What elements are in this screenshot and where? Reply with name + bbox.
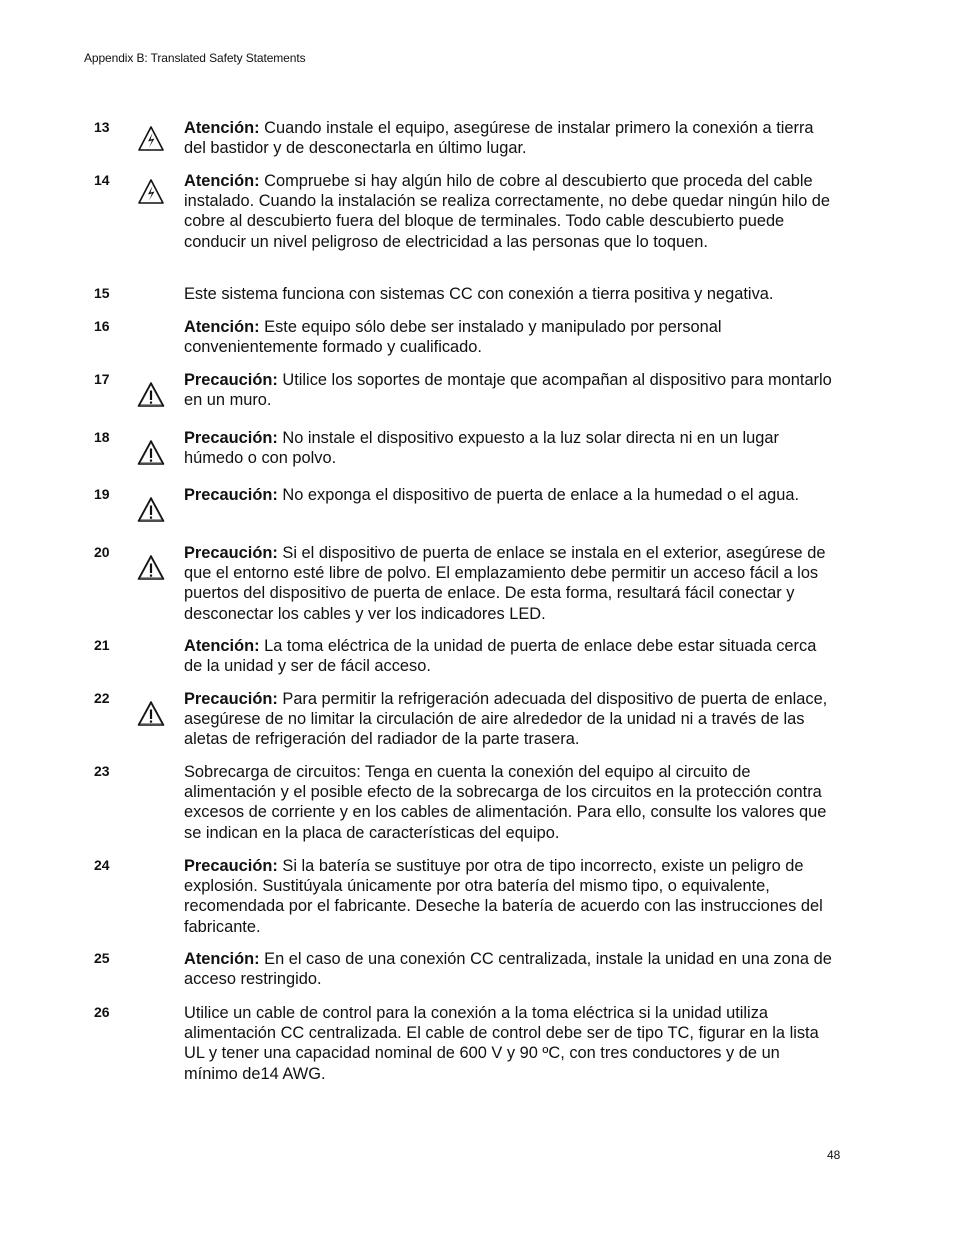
statement-text: [184, 118, 834, 158]
statement-text: [184, 485, 834, 505]
statement-label: Atención:: [184, 950, 260, 968]
statement-number: 16: [94, 318, 110, 334]
caution-icon: [136, 495, 166, 525]
statement-label: Atención:: [184, 318, 260, 336]
statement-body: No exponga el dispositivo de puerta de enlace a la humedad o el agua.: [277, 486, 800, 504]
statement-body: Utilice los soportes de montaje que acompañan al dispositivo para montarlo en un muro.: [184, 371, 832, 410]
statement-body: Compruebe si hay algún hilo de cobre al descubierto que proceda del cable instalado. Cuando la instalación se realiza correctamente, no debe quedar ningún hilo de cobre al descubierto fuera del bloque de terminales. Todo cable descubierto puede conducir un nivel peligroso de electricidad a las personas que lo toquen.: [184, 172, 831, 251]
statement-body: Sobrecarga de circuitos: Tenga en cuenta la conexión del equipo al circuito de alimentación y el posible efecto de la sobrecarga de los circuitos en la protección contra excesos de corriente y en los cables de alimentación. Para ello, consulte los valores que se indican en la placa de características del equipo.: [184, 763, 827, 842]
statement-body: No instale el dispositivo expuesto a la luz solar directa ni en un lugar húmedo o con polvo.: [184, 429, 779, 468]
caution-icon: [136, 699, 166, 729]
statement-text: [184, 1003, 834, 1084]
statement-label: Precaución:: [184, 544, 278, 562]
statement-text: [184, 284, 834, 304]
statement-number: 20: [94, 544, 110, 560]
statement-label: Atención:: [184, 119, 260, 137]
statement-body: Si el dispositivo de puerta de enlace se instala en el exterior, asegúrese de que el entorno esté libre de polvo. El emplazamiento debe permitir un acceso fácil a los puertos del dispositivo de puerta de enlace. De esta forma, resultará fácil conectar y desconectar los cables y ver los indicadores LED.: [184, 544, 826, 623]
statement-number: 21: [94, 637, 110, 653]
page-number: 48: [827, 1148, 841, 1162]
statement-number: 22: [94, 690, 110, 706]
statement-body: Este sistema funciona con sistemas CC con conexión a tierra positiva y negativa.: [184, 285, 774, 303]
statement-text: [184, 856, 834, 937]
page-header: Appendix B: Translated Safety Statements: [84, 51, 306, 65]
statement-body: Para permitir la refrigeración adecuada del dispositivo de puerta de enlace, asegúrese de no limitar la circulación de aire alrededor de la unidad ni a través de las aletas de refrigeración del radiador de la parte trasera.: [184, 690, 828, 749]
statement-text: [184, 949, 834, 989]
statement-body: En el caso de una conexión CC centralizada, instale la unidad en una zona de acceso restringido.: [184, 950, 832, 989]
statement-number: 24: [94, 857, 110, 873]
caution-icon: [136, 553, 166, 583]
statement-number: 25: [94, 950, 110, 966]
statement-number: 18: [94, 429, 110, 445]
statement-label: Precaución:: [184, 690, 278, 708]
statement-label: Precaución:: [184, 857, 278, 875]
statement-text: [184, 762, 834, 843]
statement-text: [184, 317, 834, 357]
statement-body: Si la batería se sustituye por otra de tipo incorrecto, existe un peligro de explosión. Sustitúyala únicamente por otra batería del mismo tipo, o equivalente, recomendada por el fabricante. Deseche la batería de acuerdo con las instrucciones del fabricante.: [184, 857, 823, 936]
caution-icon: [136, 438, 166, 468]
statement-text: [184, 543, 834, 624]
statement-label: Precaución:: [184, 371, 278, 389]
statement-body: Este equipo sólo debe ser instalado y manipulado por personal convenientemente formado y cualificado.: [184, 318, 722, 357]
statement-body: Utilice un cable de control para la conexión a la toma eléctrica si la unidad utiliza alimentación CC centralizada. El cable de control debe ser de tipo TC, figurar en la lista UL y tener una capacidad nominal de 600 V y 90 ºC, con tres conductores y de un mínimo de14 AWG.: [184, 1004, 819, 1083]
statement-number: 14: [94, 172, 110, 188]
statement-text: [184, 636, 834, 676]
statement-label: Atención:: [184, 637, 260, 655]
caution-icon: [136, 380, 166, 410]
statement-text: [184, 370, 834, 410]
statement-number: 17: [94, 371, 110, 387]
statement-number: 13: [94, 119, 110, 135]
statement-label: Atención:: [184, 172, 260, 190]
statement-text: [184, 428, 834, 468]
statement-number: 15: [94, 285, 110, 301]
statement-text: [184, 171, 834, 252]
statement-label: Precaución:: [184, 486, 278, 504]
statement-label: Precaución:: [184, 429, 278, 447]
statement-body: La toma eléctrica de la unidad de puerta de enlace debe estar situada cerca de la unidad y ser de fácil acceso.: [184, 637, 817, 676]
electrical-hazard-icon: [136, 177, 166, 207]
electrical-hazard-icon: [136, 124, 166, 154]
statement-text: [184, 689, 834, 750]
statement-body: Cuando instale el equipo, asegúrese de instalar primero la conexión a tierra del bastidor y de desconectarla en último lugar.: [184, 119, 814, 158]
statement-number: 23: [94, 763, 110, 779]
statement-number: 19: [94, 486, 110, 502]
statement-number: 26: [94, 1004, 110, 1020]
